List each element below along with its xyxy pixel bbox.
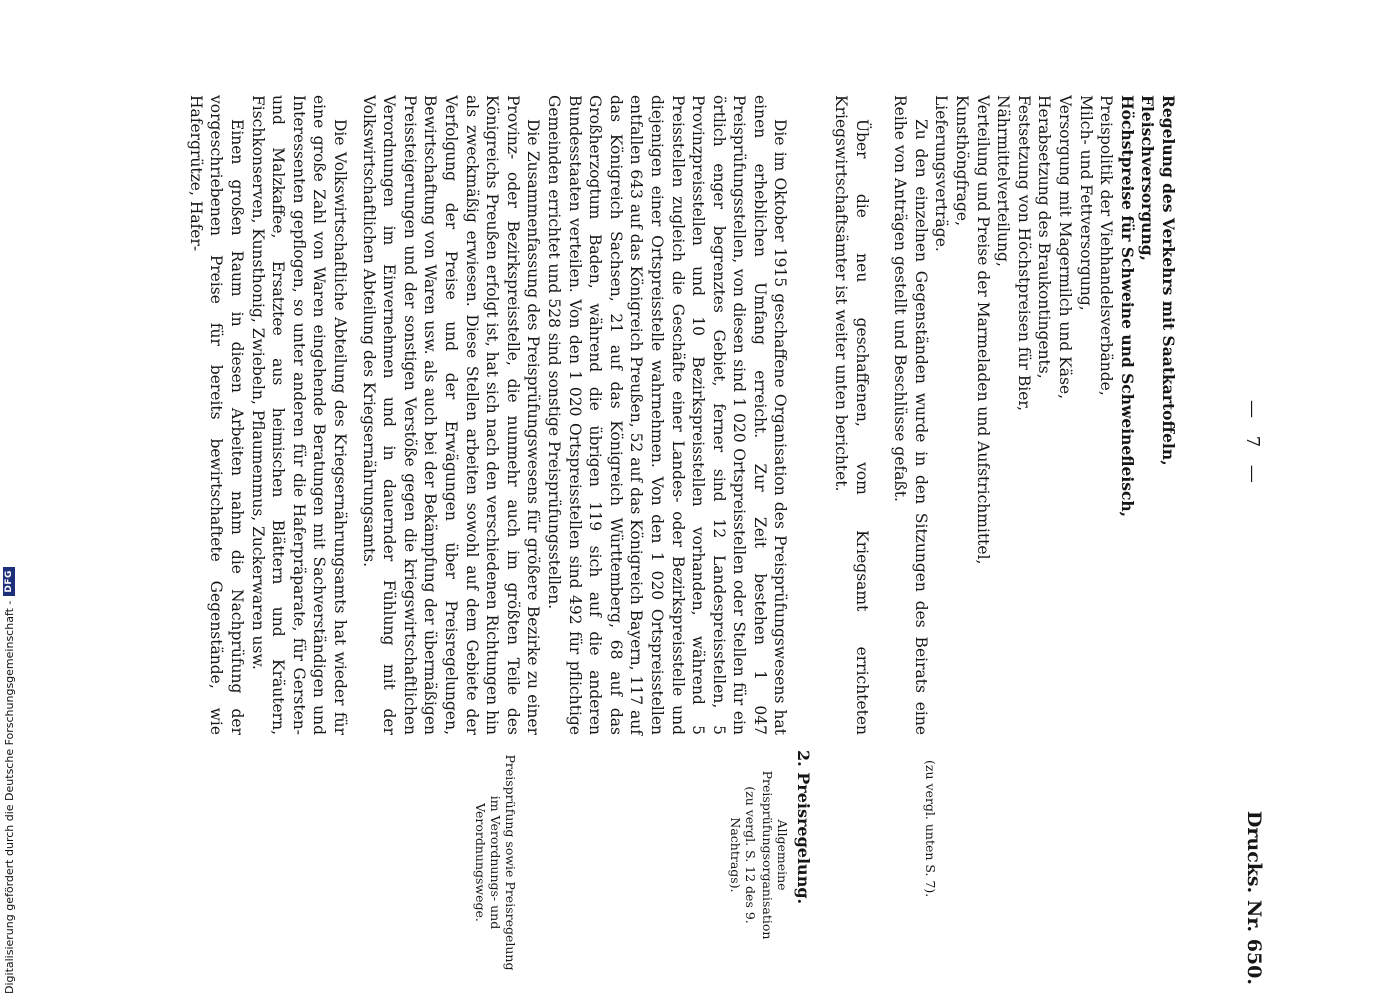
- margin-note: Preisprüfung sowie Preisregelung im Verordnungs- und Verordnungswege.: [473, 754, 518, 971]
- list-item: Regelung des Verkehrs mit Saatkartoffeln,: [1159, 95, 1178, 466]
- paragraph: Zu den einzelnen Gegenständen wurde in den Sitzungen des Beirats eine Reihe von Anträgen gestellt und Beschlüsse gefaßt.: [891, 95, 930, 735]
- paragraph: Die Volkswirtschaftliche Abteilung des Kriegsernährungsamts hat wieder für eine große Zahl von Waren eingehende Beratungen mit Sachverständigen und Interessenten gepflogen, so unter anderen für die Haferpräparate, für Gersten- und Malzkaffee, Ersatztee aus heimischen Blättern und Kräutern, Fischkonserven, Kunsthonig, Zwiebeln, Pflaumenmus, Zuckerwaren usw.: [248, 95, 350, 735]
- list-item: Milch- und Fettversorgung,: [1076, 95, 1095, 311]
- digitization-note-text: Digitalisierung gefördert durch die Deutsche Forschungsgemeinschaft -: [2, 600, 16, 994]
- main-column: [185, 95, 1178, 735]
- page-number: — 7 —: [1242, 400, 1263, 489]
- list-item: Preispolitik der Viehhandelsverbände,: [1097, 95, 1116, 396]
- list-item: Herabsetzung des Braukontingents,: [1035, 95, 1054, 379]
- dfg-logo: DFG: [3, 567, 15, 596]
- paragraph: Über die neu geschaffenen, vom Kriegsamt errichteten Kriegswirtschaftsämter ist weiter unten berichtet.: [832, 95, 871, 735]
- list-item: Verteilung und Preise der Marmeladen und Aufstrichmittel,: [973, 95, 992, 565]
- list-item: Kunsthöngfrage,: [953, 95, 972, 227]
- page-header: [1228, 95, 1268, 995]
- list-item: Fleischversorgung,: [1138, 95, 1158, 261]
- list-item: Lieferungsverträge.: [932, 95, 951, 252]
- list-item: Versorgung mit Magermilch und Käse,: [1056, 95, 1075, 400]
- list-item: Festsetzung von Höchstpreisen für Bier,: [1014, 95, 1033, 412]
- list-item: Nährmittelverteilung,: [994, 95, 1013, 267]
- list-item: Höchstpreise für Schweine und Schweinefleisch,: [1117, 95, 1137, 518]
- section-heading: 2. Preisregelung.: [794, 750, 813, 905]
- margin-note: Allgemeine Preisprüfungsorganisation: [760, 770, 790, 940]
- print-number: Drucks. Nr. 650.: [1243, 810, 1265, 985]
- margin-reference: (zu vergl. unten S. 7).: [923, 760, 938, 898]
- page-scan: [148, 95, 1268, 1000]
- rotated-page: [148, 95, 1268, 995]
- paragraph: Die im Oktober 1915 geschaffene Organisation des Preisprüfungswesens hat einen erheblichen Umfang erreicht. Zur Zeit bestehen 1 047 Preisprüfungsstellen, von diesen sind 1 020 Ortspreisstellen oder Stellen für ein örtlich enger begrenztes Gebiet, ferner sind 12 Landespreisstellen, 5 Provinzpreisstellen und 10 Bezirkspreisstellen vorhanden, während 5 Preisstellen zugleich die Geschäfte einer Landes- oder Bezirkspreisstelle und diejenigen einer Ortspreisstelle wahrnehmen. Von den 1 020 Ortspreisstellen entfallen 643 auf das Königreich Preußen, 52 auf das Königreich Bayern, 117 auf das Königreich Sachsen, 21 auf das Königreich Württemberg, 68 auf das Großherzogtum Baden, während die übrigen 119 sich auf die anderen Bundesstaaten verteilen. Von den 1 020 Ortspreisstellen sind 492 für pflichtige Gemeinden errichtet und 528 sind sonstige Preisprüfungsstellen.: [544, 95, 790, 735]
- paragraph: Einen großen Raum in diesen Arbeiten nahm die Nachprüfung der vorgeschriebenen Preise für bereits bewirtschaftete Gegenstände, wie Hafergrütze, Hafer-: [186, 95, 247, 735]
- paragraph: Die Zusammenfassung des Preisprüfungswesens für größere Bezirke zu einer Provinz- oder Bezirkspreisstelle, die nunmehr auch im größten Teile des Königreichs Preußen erfolgt ist, hat sich nach den verschiedenen Richtungen hin als zweckmäßig erwiesen. Diese Stellen arbeiten sowohl auf dem Gebiete der Verfolgung der Preise und der Erwägungen über Preisregelungen, Bewirtschaftung von Waren usw. als auch bei der Bekämpfung der übermäßigen Preissteigerungen und der sonstigen Verstöße gegen die kriegswirtschaftlichen Verordnungen im Einvernehmen und in dauernder Fühlung mit der Volkswirtschaftlichen Abteilung des Kriegsernährungsamts.: [359, 95, 543, 735]
- margin-note-reference: (zu vergl. S. 12 des 9. Nachtrags).: [728, 786, 758, 924]
- digitization-note: [0, 0, 18, 1000]
